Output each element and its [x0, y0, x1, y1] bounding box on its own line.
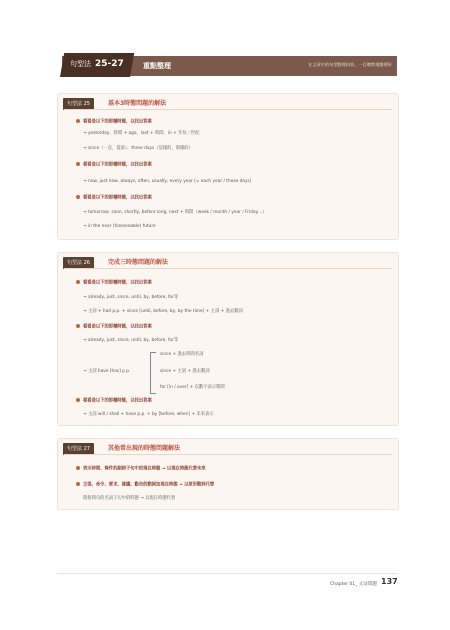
list-item: 表示時間、條件的副詞子句中的現在時態 → 以現在時態代替未來 — [76, 466, 206, 473]
bullet-icon — [76, 162, 80, 166]
divider — [64, 454, 392, 455]
footer-chapter: Chapter 01_ 文法問題 — [330, 582, 377, 587]
list-item: since + 過去時間名詞 — [160, 352, 204, 357]
list-item: 看看是以下的那種時態，以找出答案 — [76, 162, 152, 169]
divider — [64, 109, 392, 110]
rule-tab-numbers: 25-27 — [95, 59, 124, 69]
list-item: → in the near (foreseeable) future — [83, 224, 156, 229]
rule-tab-text — [70, 58, 124, 70]
page-subtitle: 在文章中的句型整理內容，一目瞭然地整理好 — [308, 62, 392, 67]
list-item: → 主詞 + had p.p. + since [until, before, by, by the time] + 主詞 + 過去動詞 — [83, 309, 243, 314]
list-item: 看看是以下的那種時態，以找出答案 — [76, 119, 152, 126]
section-label: 句型法 25 — [63, 98, 94, 110]
section-title: 完成三時態問題的解法 — [108, 259, 169, 266]
list-item: → 主詞 will / shall + have p.p. + by [before, when] + 未來表示 — [83, 412, 214, 417]
bullet-icon — [76, 466, 80, 470]
section-title: 基本3時態問題的解法 — [108, 100, 167, 107]
page-title: 重點整理 — [143, 62, 171, 70]
list-item: → 主詞 have [has] p.p. — [83, 369, 131, 374]
list-item: 看看是以下的那種時態，以找出答案 — [76, 324, 152, 331]
list-item: → since（一直，從某）、three days（這樣的，那樣的） — [83, 146, 193, 151]
bullet-icon — [76, 195, 80, 199]
bracket — [150, 352, 156, 394]
list-item: → tomorrow, soon, shortly, before long, next + 時間（week / month / year / Friday…） — [83, 210, 267, 215]
bullet-icon — [76, 482, 80, 486]
bullet-icon — [76, 280, 80, 284]
list-item: 主張、命令、要求、建議、勸告的動詞加現在時態 → 以原形動詞代替 — [76, 482, 214, 489]
list-item: → already, just, since, until, by, before, for等 — [83, 295, 179, 300]
section-label: 句型法 26 — [63, 257, 94, 269]
list-item: for [in / over] + 以數字表示期間 — [160, 385, 225, 390]
list-item: → yesterday、時間 + ago、last + 時間、in + 年份／世紀 — [83, 131, 200, 136]
list-item: → already, just, since, until, by, before, for等 — [83, 338, 179, 343]
rule-tab-label: 句型法 — [70, 60, 91, 68]
list-item: → now, just now, always, often, usually, every year (= each year / these days) — [83, 179, 252, 184]
list-item: since + 主詞 + 過去動詞 — [160, 369, 210, 374]
section-title: 其他常出現的時態問題解法 — [108, 445, 181, 452]
list-item: 看看是以下的那種時態，以找出答案 — [76, 280, 152, 287]
list-item: 看看是以下的那種時態，以找出答案 — [76, 195, 152, 202]
list-item: 看看是以下的那種時態，以找出答案 — [76, 398, 152, 405]
section-label: 句型法 27 — [63, 443, 94, 455]
divider — [64, 268, 392, 269]
bullet-icon — [76, 398, 80, 402]
footer-divider — [57, 573, 398, 574]
page-number: 137 — [381, 577, 398, 586]
list-item: 間接問句的名詞子句中的時態 → 以現在時態代替 — [83, 496, 176, 501]
bullet-icon — [76, 324, 80, 328]
bullet-icon — [76, 119, 80, 123]
